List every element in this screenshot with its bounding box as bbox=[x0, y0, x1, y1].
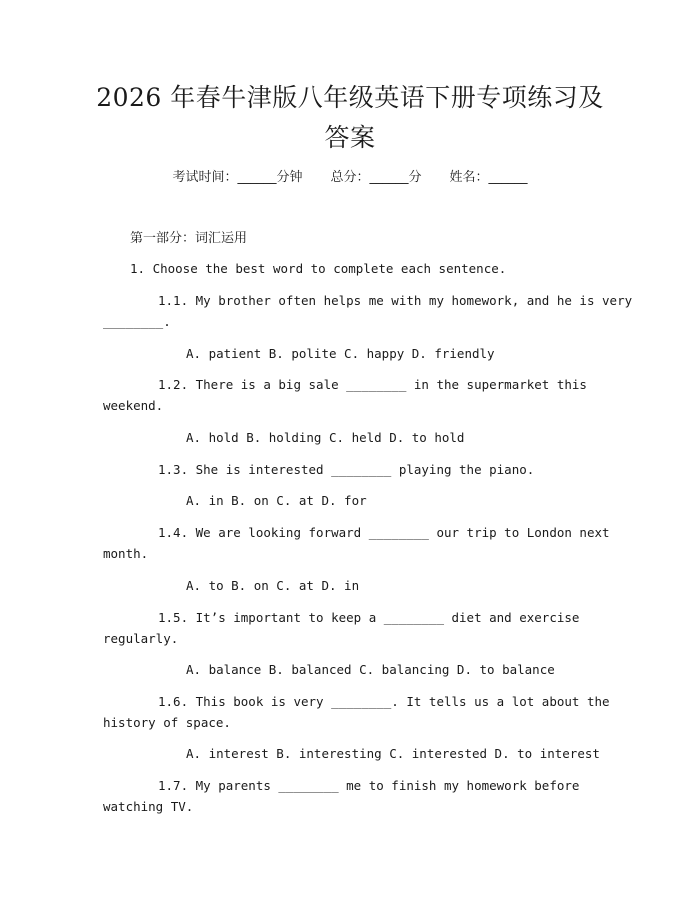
question-1-6-options: A. interest B. interesting C. interested D. to interest bbox=[186, 746, 600, 761]
exam-info bbox=[0, 168, 700, 188]
question-1-4-line-2: month. bbox=[103, 546, 149, 561]
question-1-1-options: A. patient B. polite C. happy D. friendly bbox=[186, 346, 495, 361]
question-1-2-line-2: weekend. bbox=[103, 398, 164, 413]
exam-time-field: 考试时间：______分钟 bbox=[172, 170, 303, 185]
question-1-4-options: A. to B. on C. at D. in bbox=[186, 578, 360, 593]
section-heading: 第一部分：词汇运用 bbox=[130, 231, 248, 246]
title-line-1: 2026 年春牛津版八年级英语下册专项练习及 bbox=[96, 83, 604, 112]
question-1-2-line-1: 1.2. There is a big sale ________ in the supermarket this bbox=[158, 377, 587, 392]
student-name-field: 姓名：______ bbox=[449, 170, 528, 185]
question-1-6-line-2: history of space. bbox=[103, 715, 231, 730]
question-1-1-line-1: 1.1. My brother often helps me with my homework, and he is very bbox=[158, 293, 633, 308]
question-1-7-line-2: watching TV. bbox=[103, 799, 194, 814]
question-1-6-line-1: 1.6. This book is very ________. It tells us a lot about the bbox=[158, 694, 610, 709]
question-1-5-options: A. balance B. balanced C. balancing D. to balance bbox=[186, 662, 555, 677]
instruction-text: 1. Choose the best word to complete each sentence. bbox=[130, 261, 507, 276]
question-1-4-line-1: 1.4. We are looking forward ________ our trip to London next bbox=[158, 525, 610, 540]
total-score-field: 总分：______分 bbox=[330, 170, 422, 185]
question-1-3-options: A. in B. on C. at D. for bbox=[186, 493, 367, 508]
question-1-5-line-2: regularly. bbox=[103, 631, 179, 646]
question-1-7-line-1: 1.7. My parents ________ me to finish my homework before bbox=[158, 778, 580, 793]
question-1-5-line-1: 1.5. It’s important to keep a ________ diet and exercise bbox=[158, 610, 580, 625]
question-1-3-line-1: 1.3. She is interested ________ playing the piano. bbox=[158, 462, 535, 477]
question-1-1-line-2: ________. bbox=[103, 314, 171, 329]
title-line-2: 答案 bbox=[324, 123, 376, 152]
document-title bbox=[60, 78, 640, 158]
question-1-2-options: A. hold B. holding C. held D. to hold bbox=[186, 430, 465, 445]
